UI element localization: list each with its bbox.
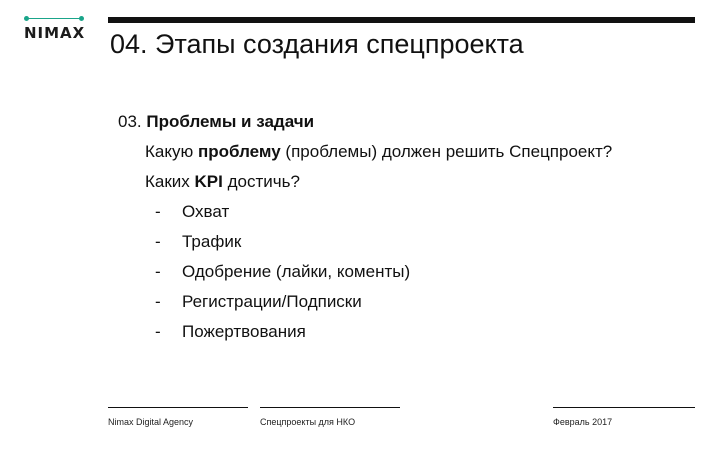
question-kpi-bold: KPI bbox=[194, 172, 223, 191]
footer-agency: Nimax Digital Agency bbox=[108, 417, 194, 427]
question-kpi bbox=[145, 170, 638, 194]
logo-text: NIMAX bbox=[24, 24, 86, 42]
footer-date: Февраль 2017 bbox=[553, 417, 613, 427]
kpi-text: Пожертвования bbox=[182, 322, 306, 341]
nimax-logo bbox=[24, 14, 84, 40]
section-number: 03. bbox=[118, 112, 142, 131]
question-kpi-pre: Каких bbox=[145, 172, 195, 191]
kpi-item-donations bbox=[118, 320, 638, 350]
section-heading bbox=[118, 110, 638, 134]
kpi-text: Трафик bbox=[182, 232, 242, 251]
kpi-item-traffic bbox=[118, 230, 638, 260]
kpi-text: Регистрации/Подписки bbox=[182, 292, 362, 311]
section-title: Проблемы и задачи bbox=[146, 112, 315, 131]
kpi-dash: - bbox=[155, 292, 161, 311]
slide-content bbox=[118, 110, 638, 350]
question-problem bbox=[145, 140, 638, 164]
kpi-text: Одобрение (лайки, коменты) bbox=[182, 262, 411, 281]
kpi-dash: - bbox=[155, 232, 161, 251]
kpi-dash: - bbox=[155, 262, 161, 281]
logo-dot-left bbox=[24, 16, 29, 21]
footer-rule-agency bbox=[108, 407, 248, 408]
footer-rule-date bbox=[553, 407, 695, 408]
slide-title: 04. Этапы создания спецпроекта bbox=[110, 29, 524, 59]
logo-dot-right bbox=[79, 16, 84, 21]
kpi-text: Охват bbox=[182, 202, 230, 221]
kpi-item-approval bbox=[118, 260, 638, 290]
question-kpi-post: достичь? bbox=[222, 172, 300, 191]
question-problem-pre: Какую bbox=[145, 142, 198, 161]
footer-rule-topic bbox=[260, 407, 400, 408]
kpi-dash: - bbox=[155, 202, 161, 221]
kpi-item-registrations bbox=[118, 290, 638, 320]
kpi-list bbox=[118, 200, 638, 350]
title-bar bbox=[108, 17, 695, 23]
logo-line bbox=[26, 18, 82, 19]
question-problem-post: (проблемы) должен решить Спецпроект? bbox=[280, 142, 613, 161]
kpi-item-reach bbox=[118, 200, 638, 230]
kpi-dash: - bbox=[155, 322, 161, 341]
footer-topic: Спецпроекты для НКО bbox=[260, 417, 356, 427]
question-problem-bold: проблему bbox=[197, 142, 281, 161]
